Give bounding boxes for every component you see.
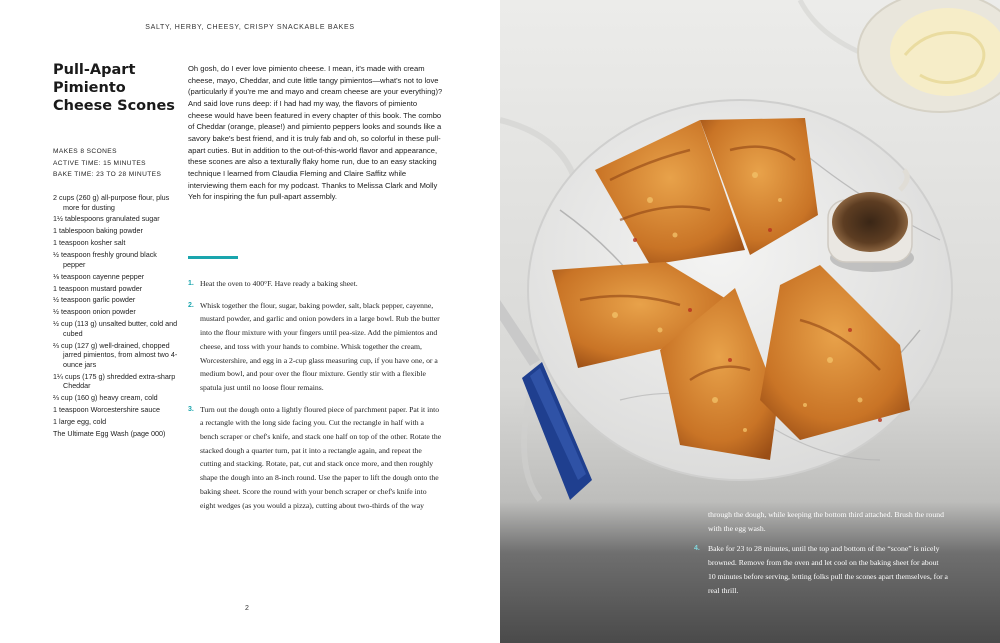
ingredient-item: 1 teaspoon mustard powder: [53, 283, 143, 293]
overlay-method-steps: [694, 542, 948, 598]
step-number: 1.: [188, 280, 194, 287]
yield-makes: MAKES 8 SCONES: [53, 148, 117, 155]
step-number: 2.: [188, 301, 194, 309]
ingredient-item: 1 teaspoon Worcestershire sauce: [53, 405, 160, 415]
ingredient-item: 1½ tablespoons granulated sugar: [53, 214, 160, 224]
ingredient-item: ⅛ teaspoon cayenne pepper: [53, 271, 145, 281]
method-step: [188, 403, 442, 513]
method-steps: [188, 277, 442, 520]
yield-bake-time: BAKE TIME: 23 TO 28 MINUTES: [53, 171, 162, 178]
ingredient-list: [53, 193, 181, 441]
step-text: Heat the oven to 400°F. Have ready a baking sheet.: [200, 279, 358, 288]
ingredient-item: 1 tablespoon baking powder: [53, 226, 143, 236]
method-step: [694, 542, 948, 598]
ingredient-item: 1 large egg, cold: [53, 417, 107, 427]
method-step: [188, 299, 442, 395]
ingredient-item: ½ cup (113 g) unsalted butter, cold and cubed: [53, 319, 178, 338]
ingredient-item: 2 cups (260 g) all-purpose flour, plus more for dusting: [53, 193, 170, 212]
yield-info: [53, 146, 183, 181]
headnote: Oh gosh, do I ever love pimiento cheese. I mean, it's made with cream cheese, mayo, Cheddar, and cute little tangy pimientos—what's not to love (particularly if you're me and mayo and cream cheese are your everything)? And said love runs deep: if I had had my way, the flavors of pimiento cheese would have been featured in every chapter of this book. The combo of Cheddar (orange, please!) and pimiento peppers looks and sounds like a savory bake's best friend, and it is truly fab and oh, so colorful in these pull-apart cuties. But in addition to the out-of-this-world flavor and appearance, these scones are also a texturally flaky home run, due to an easy stacking technique I learned from Claudia Fleming and Claire Saffitz while interviewing them each for my podcast. Thanks to Melissa Clark and Molly Yeh for inspiring the fun pull-apart assembly.: [188, 64, 443, 202]
title-line: Pimiento: [53, 80, 126, 96]
ingredient-item: ½ teaspoon freshly ground black pepper: [53, 250, 157, 269]
yield-active-time: ACTIVE TIME: 15 MINUTES: [53, 159, 146, 167]
title-line: Cheese Scones: [53, 98, 175, 114]
espresso-coffee: [832, 192, 908, 252]
title-line: Pull-Apart: [53, 62, 136, 78]
ingredient-item: The Ultimate Egg Wash (page 000): [53, 428, 166, 438]
ingredient-item: ½ teaspoon onion powder: [53, 307, 136, 317]
ingredient-item: ⅔ cup (160 g) heavy cream, cold: [53, 393, 158, 403]
step-text: Whisk together the flour, sugar, baking powder, salt, black pepper, cayenne, mustard powder, and garlic and onion powders in a large bowl. Rub the butter into the flour mixture with your fingers until pea-size. Add the pimientos and cheese, and toss with your hands to combine. Whisk together the cream, Worcestershire, and egg in a 2-cup glass measuring cup, if you have one, or a medium bowl, and pour over the flour mixture. Gently stir with a flexible spatula just until no loose flour remains.: [200, 300, 440, 392]
step-continued-text: through the dough, while keeping the bottom third attached. Brush the round with the egg wash.: [708, 510, 944, 533]
ingredient-item: ½ teaspoon garlic powder: [53, 295, 136, 305]
ingredient-item: ⅔ cup (127 g) well-drained, chopped jarred pimientos, from almost two 4-ounce jars: [53, 340, 178, 369]
step-text: Bake for 23 to 28 minutes, until the top and bottom of the “scone” is nicely browned. Remove from the oven and let cool on the baking sheet for about 10 minutes before serving, letting folks pull the scones apart themselves, for a real thrill.: [708, 544, 948, 595]
running-head: SALTY, HERBY, CHEESY, CRISPY SNACKABLE BAKES: [145, 24, 355, 31]
step-text: Turn out the dough onto a lightly floured piece of parchment paper. Pat it into a rectangle with the long side facing you. Cut the rectangle in half with a bench scraper or chef's knife, and stack one half on top of the other. Rotate the stacked dough a quarter turn, pat it into a rectangle again, and repeat the cutting and stacking. Rotate, pat, cut and stack once more, and then roughly shape the dough into an 8-inch round. Use the paper to lift the dough onto the baking sheet. Score the round with your bench scraper or chef's knife into eight wedges (as you would a pizza), cutting about two-thirds of the way: [200, 404, 442, 510]
step-number: 4.: [694, 545, 700, 552]
accent-rule: [188, 256, 238, 259]
page-number: 2: [245, 605, 249, 612]
method-step: [188, 277, 442, 291]
recipe-title: [53, 61, 183, 115]
ingredient-item: 1¼ cups (175 g) shredded extra-sharp Cheddar: [53, 371, 176, 391]
step-number: 3.: [188, 405, 194, 413]
ingredient-item: 1 teaspoon kosher salt: [53, 238, 126, 248]
